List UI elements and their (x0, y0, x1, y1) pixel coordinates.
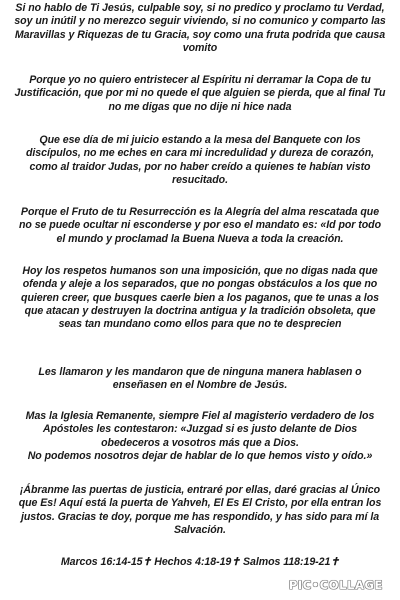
paragraph-confession: Si no hablo de Ti Jesús, culpable soy, si no predico y proclamo tu Verdad, soy un inútil y no merezco seguir viviendo, si no comunico y comparto las Maravillas y Riquezas de tu Gracia, soy como una fruta podrida que causa vomito (14, 2, 386, 54)
paragraph-human-respect: Hoy los respetos humanos son una imposición, que no digas nada que ofenda y aleje a los separados, que no pongas obstáculos a los que no quieren creer, que busques caerle bien a los paganos, que te unas a los que atacan y destruyen la doctrina antigua y la tradición obsoleta, que seas tan mundano como ellos para que no te desprecien (21, 265, 379, 331)
paragraph-forbidden: Les llamaron y les mandaron que de ninguna manera hablasen o enseñasen en el Nombre de Jesús. (38, 366, 362, 392)
paragraph-resurrection: Porque el Fruto de tu Resurrección es la Alegría del alma rescatada que no se puede ocultar ni esconderse y por eso el mandato es: «Id por todo el mundo y proclamad la Buena Nueva a toda la creación. (18, 206, 381, 245)
paragraph-spirit: Porque yo no quiero entristecer al Espíritu ni derramar la Copa de tu Justificación, que por mi no quede el que alguien se pierda, que al final Tu no me digas que no dije ni hice nada (14, 74, 386, 113)
pic-collage-watermark: PIC•COLLAGE (288, 578, 383, 592)
paragraph-judgment: Que ese día de mi juicio estando a la mesa del Banquete con los discípulos, no me eches en cara mi incredulidad y dureza de corazón, como al traidor Judas, por no haber creído a quienes te habían visto resucitado. (25, 134, 375, 186)
paragraph-gates-of-justice: ¡Ábranme las puertas de justicia, entraré por ellas, daré gracias al Único que Es! Aquí está la puerta de Yahveh, El Es El Cristo, por ella entran los justos. Gracias te doy, porque me has respondido, y has sido para mí la Salvación. (18, 484, 382, 536)
scripture-references: Marcos 16:14-15✝ Hechos 4:18-19✝ Salmos 118:19-21✝ (60, 556, 340, 568)
paragraph-remnant-church: Mas la Iglesia Remanente, siempre Fiel al magisterio verdadero de los Apóstoles les contestaron: «Juzgad si es justo delante de Dios obedeceros a vosotros más que a Dios. No podemos nosotros dejar de hablar de lo que hemos visto y oído.» (25, 410, 375, 462)
